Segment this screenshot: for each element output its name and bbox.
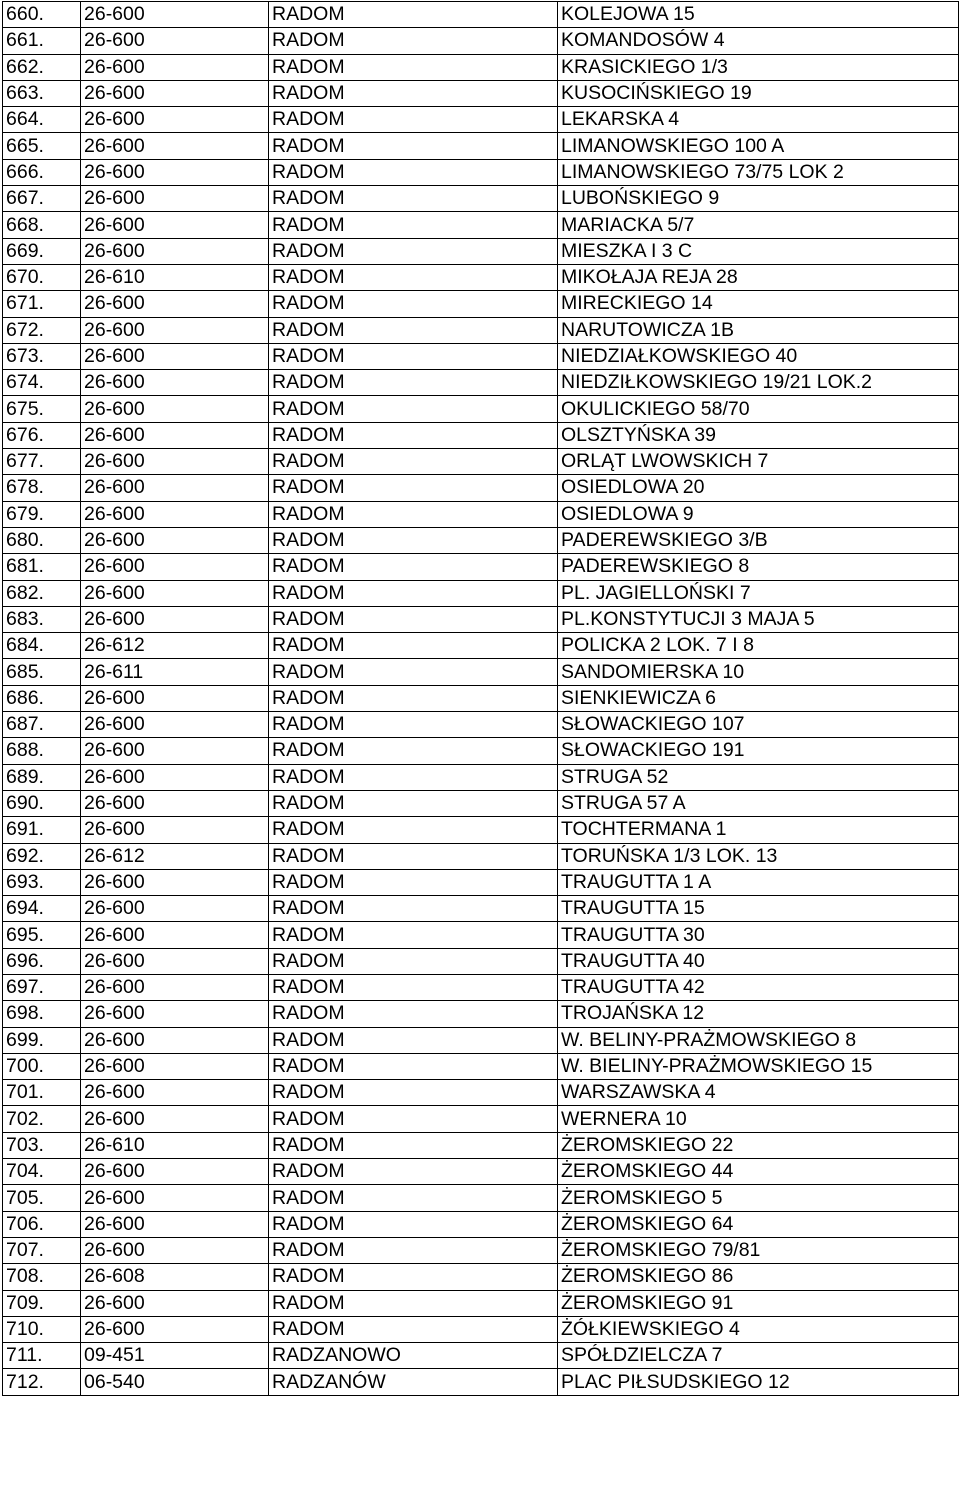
city-cell: RADOM [269,1237,558,1263]
table-row [3,843,959,869]
table-row [3,1290,959,1316]
street-address-cell: ŻEROMSKIEGO 22 [558,1132,959,1158]
city-cell: RADOM [269,974,558,1000]
city-cell: RADOM [269,212,558,238]
city-cell: RADOM [269,948,558,974]
city-cell: RADOM [269,1080,558,1106]
city-cell: RADOM [269,817,558,843]
table-row [3,1027,959,1053]
row-number-cell: 667. [3,186,81,212]
row-number-cell: 668. [3,212,81,238]
table-row [3,527,959,553]
row-number-cell: 681. [3,554,81,580]
postal-code-cell: 26-600 [81,317,269,343]
city-cell: RADOM [269,396,558,422]
row-number-cell: 709. [3,1290,81,1316]
street-address-cell: WERNERA 10 [558,1106,959,1132]
row-number-cell: 684. [3,633,81,659]
postal-code-cell: 26-600 [81,1001,269,1027]
table-row [3,685,959,711]
table-row [3,317,959,343]
table-row [3,633,959,659]
city-cell: RADZANOWO [269,1343,558,1369]
street-address-cell: LEKARSKA 4 [558,107,959,133]
postal-code-cell: 26-600 [81,1237,269,1263]
postal-code-cell: 26-600 [81,764,269,790]
postal-code-cell: 26-600 [81,1290,269,1316]
row-number-cell: 699. [3,1027,81,1053]
city-cell: RADOM [269,186,558,212]
postal-code-cell: 26-600 [81,1316,269,1342]
city-cell: RADOM [269,80,558,106]
row-number-cell: 674. [3,370,81,396]
street-address-cell: ŻEROMSKIEGO 44 [558,1159,959,1185]
city-cell: RADOM [269,685,558,711]
city-cell: RADOM [269,28,558,54]
table-row [3,475,959,501]
row-number-cell: 705. [3,1185,81,1211]
table-row [3,948,959,974]
row-number-cell: 710. [3,1316,81,1342]
street-address-cell: OKULICKIEGO 58/70 [558,396,959,422]
row-number-cell: 700. [3,1053,81,1079]
table-row [3,659,959,685]
street-address-cell: MIESZKA I 3 C [558,238,959,264]
row-number-cell: 692. [3,843,81,869]
table-row [3,159,959,185]
postal-code-cell: 26-600 [81,1027,269,1053]
street-address-cell: SANDOMIERSKA 10 [558,659,959,685]
postal-code-cell: 26-608 [81,1264,269,1290]
city-cell: RADOM [269,317,558,343]
street-address-cell: SŁOWACKIEGO 107 [558,712,959,738]
table-row [3,264,959,290]
table-row [3,107,959,133]
city-cell: RADOM [269,422,558,448]
street-address-cell: LUBOŃSKIEGO 9 [558,186,959,212]
row-number-cell: 687. [3,712,81,738]
city-cell: RADOM [269,843,558,869]
street-address-cell: TORUŃSKA 1/3 LOK. 13 [558,843,959,869]
city-cell: RADOM [269,580,558,606]
city-cell: RADOM [269,343,558,369]
table-row [3,1053,959,1079]
row-number-cell: 665. [3,133,81,159]
street-address-cell: ŻEROMSKIEGO 86 [558,1264,959,1290]
postal-code-cell: 26-600 [81,449,269,475]
postal-code-cell: 26-600 [81,974,269,1000]
table-row [3,396,959,422]
city-cell: RADOM [269,738,558,764]
table-row [3,186,959,212]
row-number-cell: 685. [3,659,81,685]
street-address-cell: WARSZAWSKA 4 [558,1080,959,1106]
postal-code-cell: 26-600 [81,685,269,711]
city-cell: RADOM [269,1001,558,1027]
street-address-cell: TRAUGUTTA 40 [558,948,959,974]
row-number-cell: 693. [3,869,81,895]
row-number-cell: 712. [3,1369,81,1395]
table-row [3,133,959,159]
postal-code-cell: 26-600 [81,343,269,369]
street-address-cell: STRUGA 57 A [558,790,959,816]
street-address-cell: MIKOŁAJA REJA 28 [558,264,959,290]
postal-code-cell: 26-600 [81,28,269,54]
row-number-cell: 675. [3,396,81,422]
row-number-cell: 688. [3,738,81,764]
row-number-cell: 697. [3,974,81,1000]
city-cell: RADOM [269,159,558,185]
row-number-cell: 677. [3,449,81,475]
table-row [3,896,959,922]
city-cell: RADOM [269,133,558,159]
street-address-cell: LIMANOWSKIEGO 73/75 LOK 2 [558,159,959,185]
row-number-cell: 691. [3,817,81,843]
street-address-cell: PADEREWSKIEGO 3/B [558,527,959,553]
row-number-cell: 683. [3,606,81,632]
table-row [3,370,959,396]
city-cell: RADOM [269,1106,558,1132]
row-number-cell: 679. [3,501,81,527]
street-address-cell: TRAUGUTTA 30 [558,922,959,948]
city-cell: RADOM [269,606,558,632]
street-address-cell: NIEDZIŁKOWSKIEGO 19/21 LOK.2 [558,370,959,396]
table-row [3,54,959,80]
postal-code-cell: 26-600 [81,712,269,738]
street-address-cell: TRAUGUTTA 42 [558,974,959,1000]
postal-code-cell: 26-600 [81,186,269,212]
table-row [3,1343,959,1369]
table-row [3,1080,959,1106]
table-row [3,1001,959,1027]
table-row [3,1316,959,1342]
street-address-cell: ORLĄT LWOWSKICH 7 [558,449,959,475]
postal-code-cell: 26-600 [81,1080,269,1106]
row-number-cell: 704. [3,1159,81,1185]
street-address-cell: LIMANOWSKIEGO 100 A [558,133,959,159]
city-cell: RADOM [269,475,558,501]
city-cell: RADOM [269,1185,558,1211]
city-cell: RADOM [269,896,558,922]
street-address-cell: POLICKA 2 LOK. 7 I 8 [558,633,959,659]
row-number-cell: 702. [3,1106,81,1132]
table-row [3,712,959,738]
street-address-cell: W. BIELINY-PRAŻMOWSKIEGO 15 [558,1053,959,1079]
postal-code-cell: 26-600 [81,80,269,106]
street-address-cell: W. BELINY-PRAŻMOWSKIEGO 8 [558,1027,959,1053]
row-number-cell: 711. [3,1343,81,1369]
row-number-cell: 686. [3,685,81,711]
postal-code-cell: 26-600 [81,554,269,580]
city-cell: RADOM [269,264,558,290]
row-number-cell: 673. [3,343,81,369]
city-cell: RADOM [269,1316,558,1342]
city-cell: RADOM [269,1264,558,1290]
street-address-cell: PL. JAGIELLOŃSKI 7 [558,580,959,606]
city-cell: RADOM [269,790,558,816]
postal-code-cell: 26-612 [81,843,269,869]
row-number-cell: 689. [3,764,81,790]
table-row [3,1211,959,1237]
city-cell: RADOM [269,712,558,738]
street-address-cell: TROJAŃSKA 12 [558,1001,959,1027]
postal-code-cell: 26-610 [81,1132,269,1158]
row-number-cell: 672. [3,317,81,343]
row-number-cell: 696. [3,948,81,974]
postal-code-cell: 26-600 [81,948,269,974]
street-address-cell: KOMANDOSÓW 4 [558,28,959,54]
city-cell: RADOM [269,633,558,659]
address-table [2,1,959,1396]
postal-code-cell: 26-600 [81,1159,269,1185]
street-address-cell: SIENKIEWICZA 6 [558,685,959,711]
street-address-cell: SPÓŁDZIELCZA 7 [558,1343,959,1369]
table-row [3,790,959,816]
street-address-cell: SŁOWACKIEGO 191 [558,738,959,764]
postal-code-cell: 26-600 [81,238,269,264]
postal-code-cell: 09-451 [81,1343,269,1369]
table-row [3,606,959,632]
row-number-cell: 678. [3,475,81,501]
table-row [3,501,959,527]
street-address-cell: KOLEJOWA 15 [558,2,959,28]
row-number-cell: 670. [3,264,81,290]
street-address-cell: STRUGA 52 [558,764,959,790]
street-address-cell: NIEDZIAŁKOWSKIEGO 40 [558,343,959,369]
postal-code-cell: 26-600 [81,212,269,238]
table-row [3,817,959,843]
row-number-cell: 666. [3,159,81,185]
postal-code-cell: 26-600 [81,1053,269,1079]
table-row [3,212,959,238]
table-row [3,2,959,28]
table-row [3,1369,959,1395]
table-row [3,869,959,895]
city-cell: RADOM [269,1211,558,1237]
table-row [3,343,959,369]
address-table-body [3,2,959,1396]
street-address-cell: ŻEROMSKIEGO 64 [558,1211,959,1237]
table-row [3,764,959,790]
city-cell: RADOM [269,107,558,133]
row-number-cell: 695. [3,922,81,948]
row-number-cell: 707. [3,1237,81,1263]
table-row [3,922,959,948]
city-cell: RADOM [269,1290,558,1316]
postal-code-cell: 26-600 [81,501,269,527]
street-address-cell: ŻEROMSKIEGO 5 [558,1185,959,1211]
street-address-cell: ŻEROMSKIEGO 79/81 [558,1237,959,1263]
row-number-cell: 676. [3,422,81,448]
row-number-cell: 661. [3,28,81,54]
row-number-cell: 698. [3,1001,81,1027]
street-address-cell: ŻEROMSKIEGO 91 [558,1290,959,1316]
city-cell: RADOM [269,554,558,580]
city-cell: RADOM [269,291,558,317]
table-row [3,580,959,606]
table-row [3,738,959,764]
postal-code-cell: 26-600 [81,2,269,28]
postal-code-cell: 26-600 [81,133,269,159]
city-cell: RADOM [269,1132,558,1158]
row-number-cell: 701. [3,1080,81,1106]
row-number-cell: 690. [3,790,81,816]
row-number-cell: 680. [3,527,81,553]
postal-code-cell: 26-600 [81,896,269,922]
city-cell: RADOM [269,501,558,527]
postal-code-cell: 26-600 [81,869,269,895]
row-number-cell: 703. [3,1132,81,1158]
table-row [3,80,959,106]
table-row [3,422,959,448]
street-address-cell: OSIEDLOWA 9 [558,501,959,527]
street-address-cell: KRASICKIEGO 1/3 [558,54,959,80]
table-row [3,554,959,580]
postal-code-cell: 26-600 [81,790,269,816]
table-row [3,1132,959,1158]
city-cell: RADOM [269,764,558,790]
postal-code-cell: 26-600 [81,107,269,133]
street-address-cell: NARUTOWICZA 1B [558,317,959,343]
postal-code-cell: 06-540 [81,1369,269,1395]
street-address-cell: MARIACKA 5/7 [558,212,959,238]
row-number-cell: 706. [3,1211,81,1237]
postal-code-cell: 26-610 [81,264,269,290]
postal-code-cell: 26-600 [81,370,269,396]
street-address-cell: MIRECKIEGO 14 [558,291,959,317]
street-address-cell: ŻÓŁKIEWSKIEGO 4 [558,1316,959,1342]
postal-code-cell: 26-600 [81,922,269,948]
table-row [3,1185,959,1211]
city-cell: RADOM [269,527,558,553]
table-row [3,1159,959,1185]
table-row [3,238,959,264]
street-address-cell: PADEREWSKIEGO 8 [558,554,959,580]
postal-code-cell: 26-600 [81,159,269,185]
street-address-cell: TRAUGUTTA 1 A [558,869,959,895]
city-cell: RADOM [269,1027,558,1053]
city-cell: RADOM [269,449,558,475]
postal-code-cell: 26-612 [81,633,269,659]
postal-code-cell: 26-600 [81,1211,269,1237]
city-cell: RADOM [269,2,558,28]
table-row [3,974,959,1000]
row-number-cell: 663. [3,80,81,106]
postal-code-cell: 26-600 [81,606,269,632]
table-row [3,1264,959,1290]
row-number-cell: 682. [3,580,81,606]
postal-code-cell: 26-611 [81,659,269,685]
street-address-cell: TRAUGUTTA 15 [558,896,959,922]
city-cell: RADOM [269,1053,558,1079]
street-address-cell: TOCHTERMANA 1 [558,817,959,843]
street-address-cell: PLAC PIŁSUDSKIEGO 12 [558,1369,959,1395]
city-cell: RADOM [269,659,558,685]
city-cell: RADOM [269,370,558,396]
postal-code-cell: 26-600 [81,738,269,764]
table-row [3,1106,959,1132]
row-number-cell: 708. [3,1264,81,1290]
city-cell: RADZANÓW [269,1369,558,1395]
postal-code-cell: 26-600 [81,54,269,80]
row-number-cell: 694. [3,896,81,922]
street-address-cell: PL.KONSTYTUCJI 3 MAJA 5 [558,606,959,632]
postal-code-cell: 26-600 [81,291,269,317]
postal-code-cell: 26-600 [81,475,269,501]
city-cell: RADOM [269,869,558,895]
postal-code-cell: 26-600 [81,817,269,843]
postal-code-cell: 26-600 [81,422,269,448]
table-row [3,28,959,54]
postal-code-cell: 26-600 [81,1185,269,1211]
city-cell: RADOM [269,238,558,264]
street-address-cell: OSIEDLOWA 20 [558,475,959,501]
postal-code-cell: 26-600 [81,396,269,422]
row-number-cell: 671. [3,291,81,317]
row-number-cell: 662. [3,54,81,80]
street-address-cell: KUSOCIŃSKIEGO 19 [558,80,959,106]
postal-code-cell: 26-600 [81,580,269,606]
city-cell: RADOM [269,922,558,948]
city-cell: RADOM [269,54,558,80]
street-address-cell: OLSZTYŃSKA 39 [558,422,959,448]
table-row [3,291,959,317]
table-row [3,1237,959,1263]
row-number-cell: 660. [3,2,81,28]
postal-code-cell: 26-600 [81,1106,269,1132]
city-cell: RADOM [269,1159,558,1185]
table-row [3,449,959,475]
postal-code-cell: 26-600 [81,527,269,553]
row-number-cell: 664. [3,107,81,133]
row-number-cell: 669. [3,238,81,264]
